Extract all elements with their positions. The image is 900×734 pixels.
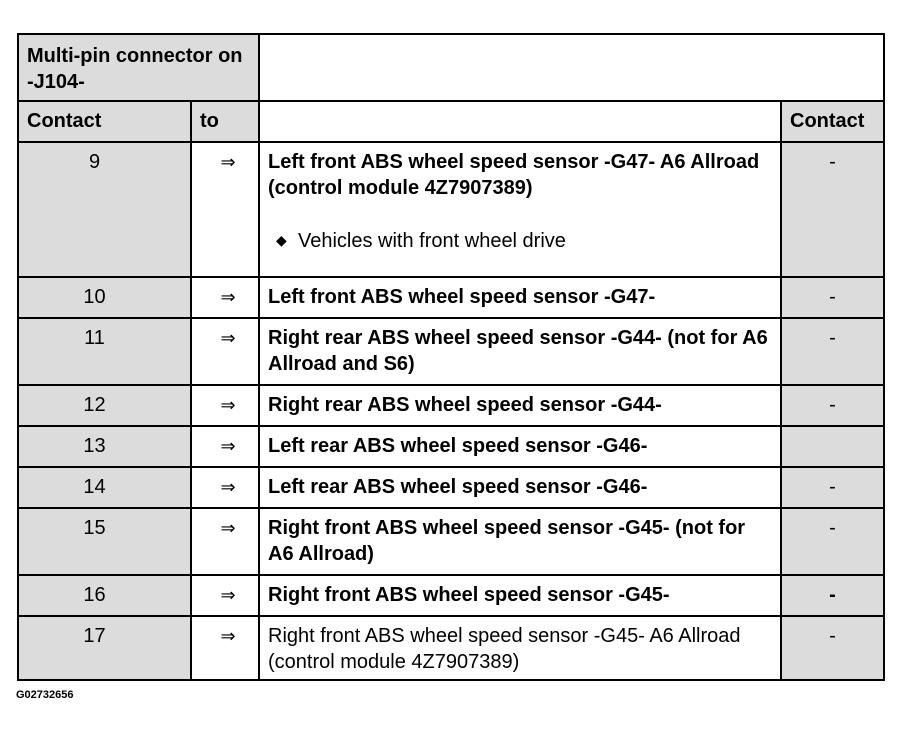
contact-cell: 16 [18,575,191,616]
description-cell: Right rear ABS wheel speed sensor -G44- (not for A6 Allroad and S6) [259,318,781,385]
arrow-icon: ⇒ [191,385,259,426]
right-contact-cell: - [781,508,884,575]
contact-cell: 12 [18,385,191,426]
description-cell: Right front ABS wheel speed sensor -G45- (not for A6 Allroad) [259,508,781,575]
contact-cell: 15 [18,508,191,575]
table-row [18,318,884,385]
table-row [18,142,884,277]
right-contact-cell: - [781,616,884,680]
right-contact-cell: - [781,142,884,277]
arrow-icon: ⇒ [191,142,259,277]
table-row [18,575,884,616]
contact-cell: 10 [18,277,191,318]
col-header-blank [259,101,781,142]
arrow-icon: ⇒ [191,616,259,680]
note [268,227,772,254]
description-cell: Left rear ABS wheel speed sensor -G46- [259,426,781,467]
title-row [18,34,884,101]
figure-code: G02732656 [16,689,74,701]
description-cell: Right front ABS wheel speed sensor -G45- A6 Allroad (control module 4Z7907389) [259,616,781,680]
right-contact-cell: - [781,318,884,385]
description-cell [259,142,781,277]
col-header-contact: Contact [18,101,191,142]
contact-cell: 9 [18,142,191,277]
contact-cell: 11 [18,318,191,385]
arrow-icon: ⇒ [191,277,259,318]
column-header-row [18,101,884,142]
table-row [18,467,884,508]
description-cell: Right rear ABS wheel speed sensor -G44- [259,385,781,426]
arrow-icon: ⇒ [191,508,259,575]
table-row [18,508,884,575]
table-row [18,277,884,318]
col-header-contact-right: Contact [781,101,884,142]
diamond-bullet-icon: ◆ [276,232,287,248]
description-text: Left front ABS wheel speed sensor -G47- A6 Allroad (control module 4Z7907389) [268,151,760,199]
right-contact-cell: - [781,277,884,318]
title-blank-cell [259,34,884,101]
description-cell: Right front ABS wheel speed sensor -G45- [259,575,781,616]
right-contact-cell [781,426,884,467]
arrow-icon: ⇒ [191,575,259,616]
table-row [18,616,884,680]
contact-cell: 13 [18,426,191,467]
arrow-icon: ⇒ [191,467,259,508]
table-row [18,385,884,426]
col-header-to: to [191,101,259,142]
arrow-icon: ⇒ [191,426,259,467]
contact-cell: 17 [18,616,191,680]
note-text: Vehicles with front wheel drive [298,230,566,252]
description-cell: Left front ABS wheel speed sensor -G47- [259,277,781,318]
arrow-icon: ⇒ [191,318,259,385]
right-contact-cell: - [781,467,884,508]
right-contact-cell: - [781,575,884,616]
description-cell: Left rear ABS wheel speed sensor -G46- [259,467,781,508]
contact-cell: 14 [18,467,191,508]
right-contact-cell: - [781,385,884,426]
connector-table [17,33,885,681]
connector-title: Multi-pin connector on -J104- [18,34,259,101]
table-row [18,426,884,467]
